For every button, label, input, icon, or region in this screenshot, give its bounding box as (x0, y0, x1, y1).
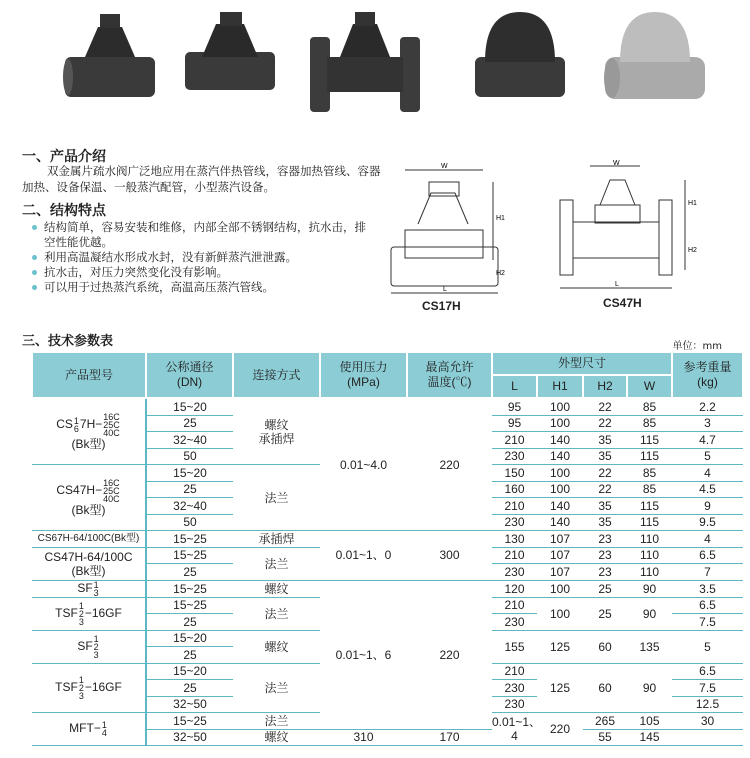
features-heading: 二、结构特点 (22, 203, 106, 219)
table-cell: 100 (537, 481, 583, 498)
model-cell (32, 597, 146, 630)
table-cell: 法兰 (233, 713, 320, 730)
table-cell: 7 (672, 564, 743, 581)
table-cell: 法兰 (233, 663, 320, 713)
model-cell (32, 580, 146, 597)
header-model: 产品型号 (32, 352, 146, 398)
table-cell: 310 (320, 729, 407, 746)
model-variant: 16C (103, 411, 120, 422)
header-temp-label: 最高允许 (425, 360, 474, 374)
model-name: MFT− (69, 721, 101, 736)
table-cell: 25 (146, 680, 233, 697)
model-variant: 1 (93, 633, 99, 644)
header-w: W (627, 375, 672, 398)
table-cell: 155 (492, 630, 537, 663)
table-cell: 230 (492, 514, 537, 531)
table-cell: 32~50 (146, 696, 233, 713)
table-cell: 135 (627, 630, 672, 663)
table-cell: 220 (407, 398, 492, 531)
model-variant: 6 (73, 423, 79, 434)
table-cell: 140 (537, 514, 583, 531)
header-pressure-label: 使用压力 (339, 360, 388, 374)
table-cell: 100 (537, 398, 583, 415)
table-cell: 5 (672, 448, 743, 465)
model-variant: 16C (103, 477, 120, 488)
dim-w: W (613, 160, 620, 167)
model-suffix: −16GF (84, 605, 122, 620)
table-cell: 螺纹 (233, 630, 320, 663)
table-cell: 15~25 (146, 531, 233, 548)
table-cell: 15~20 (146, 465, 233, 482)
table-cell: 承插焊 (233, 531, 320, 548)
table-row (32, 531, 743, 548)
table-cell: 107 (537, 547, 583, 564)
unit-label: 单位：mm (672, 341, 722, 352)
model-variant-stack (94, 581, 99, 597)
table-cell: 32~40 (146, 432, 233, 449)
model-variant: 2 (78, 682, 84, 693)
model-variant: 40C (103, 427, 120, 438)
table-cell: 107 (537, 531, 583, 548)
dim-w: W (441, 163, 448, 170)
model-type: (Bk型) (71, 436, 106, 451)
table-cell: 210 (492, 498, 537, 515)
table-cell: 4.7 (672, 432, 743, 449)
model-variant: 1 (78, 600, 84, 611)
features-list (30, 220, 375, 295)
table-cell: 130 (492, 531, 537, 548)
table-cell: 100 (537, 580, 583, 597)
product-photo-cs47h (305, 2, 425, 122)
table-cell: 9.5 (672, 514, 743, 531)
product-photo-cs17h (60, 2, 160, 122)
table-cell: 23 (583, 564, 627, 581)
table-cell: 95 (492, 398, 537, 415)
product-photo-stainless (600, 2, 710, 122)
table-cell: 0.01~1、6 (320, 580, 407, 729)
model-variant: 1 (93, 579, 99, 590)
table-cell: 85 (627, 465, 672, 482)
table-cell: 50 (146, 448, 233, 465)
table-cell: 110 (627, 547, 672, 564)
table-cell: 15~25 (146, 580, 233, 597)
table-cell: 4.5 (672, 481, 743, 498)
header-h2: H2 (583, 375, 627, 398)
table-cell: 2.2 (672, 398, 743, 415)
table-row (32, 398, 743, 415)
table-cell: 85 (627, 481, 672, 498)
table-cell: 100 (537, 415, 583, 432)
model-name: SF (77, 638, 93, 653)
header-temp (407, 352, 492, 398)
table-cell: 230 (492, 564, 537, 581)
feature-item: 利用高温凝结水形成水封，没有新鲜蒸汽泄泄露。 (30, 250, 375, 265)
table-cell: 115 (627, 514, 672, 531)
product-photo-sf (470, 2, 570, 122)
product-photo-cs67h (180, 2, 280, 122)
table-cell: 3 (672, 415, 743, 432)
header-dn (146, 352, 233, 398)
table-cell: 125 (537, 630, 583, 663)
model-variant-stack (79, 602, 84, 626)
table-cell: 100 (537, 465, 583, 482)
model-type: (Bk型) (71, 563, 106, 578)
table-cell: 50 (146, 514, 233, 531)
spec-table-body (32, 398, 743, 746)
model-variant-stack (102, 721, 107, 737)
model-variant: 1 (101, 720, 107, 730)
header-h1: H1 (537, 375, 583, 398)
model-name: SF (77, 580, 93, 595)
table-cell: 110 (627, 531, 672, 548)
table-cell: 4 (672, 465, 743, 482)
table-cell: 210 (492, 432, 537, 449)
table-cell: 107 (537, 564, 583, 581)
table-cell: 220 (407, 580, 492, 729)
table-cell: 210 (492, 547, 537, 564)
table-cell: 210 (492, 663, 537, 680)
table-cell: 25 (146, 564, 233, 581)
diagram-cs17h (383, 160, 518, 300)
table-cell: 85 (627, 398, 672, 415)
table-cell: 120 (492, 580, 537, 597)
table-cell: 125 (537, 663, 583, 713)
table-cell: 15~20 (146, 398, 233, 415)
model-name: CS47H-64/100C (44, 549, 133, 564)
table-cell: 6.5 (672, 547, 743, 564)
table-cell: 30 (672, 713, 743, 730)
model-type: (Bk型) (71, 502, 106, 517)
table-cell: 150 (492, 465, 537, 482)
table-cell: 22 (583, 415, 627, 432)
table-cell: 0.01~1、4 (492, 713, 537, 746)
table-cell: 60 (583, 663, 627, 713)
table-cell: 265 (583, 713, 627, 730)
table-cell: 230 (492, 614, 537, 631)
dim-l: L (615, 281, 619, 288)
table-cell: 110 (627, 564, 672, 581)
table-cell: 25 (583, 580, 627, 597)
table-cell: 9 (672, 498, 743, 515)
table-cell: 95 (492, 415, 537, 432)
header-pressure-unit: (MPa) (347, 375, 380, 389)
header-weight-unit: (kg) (697, 375, 718, 389)
table-cell: 90 (627, 597, 672, 630)
table-cell: 90 (627, 580, 672, 597)
table-cell: 23 (583, 531, 627, 548)
table-cell: 6.5 (672, 597, 743, 614)
dim-h1: H1 (688, 200, 697, 207)
table-cell: 12.5 (672, 696, 743, 713)
dim-h2: H2 (496, 270, 505, 277)
model-variant: 3 (93, 587, 99, 598)
table-cell: 25 (146, 415, 233, 432)
table-cell: 15~20 (146, 630, 233, 647)
diagram-cs47h (555, 160, 695, 295)
table-cell: 230 (492, 680, 537, 697)
table-cell: 15~25 (146, 713, 233, 730)
dim-h2: H2 (688, 247, 697, 254)
model-name: TSF (55, 605, 78, 620)
diagram-label-cs17h: CS17H (422, 299, 461, 313)
model-variant-stack (79, 676, 84, 700)
table-cell: 35 (583, 514, 627, 531)
table-heading: 三、技术参数表 (22, 334, 114, 349)
table-cell: 6.5 (672, 663, 743, 680)
table-cell: 5 (672, 630, 743, 663)
spec-table (31, 351, 743, 746)
model-variant: 3 (78, 616, 84, 627)
model-name: CS47H− (56, 482, 103, 497)
table-cell: 25 (583, 597, 627, 630)
table-cell: 法兰 (233, 465, 320, 531)
table-cell: 23 (583, 547, 627, 564)
table-cell: 90 (627, 663, 672, 713)
model-name: CS (56, 416, 73, 431)
model-cell (32, 531, 146, 548)
table-cell: 15~25 (146, 597, 233, 614)
table-cell: 螺纹 承插焊 (233, 398, 320, 465)
table-cell: 230 (492, 448, 537, 465)
header-temp-unit: 温度(℃) (427, 375, 472, 389)
table-cell: 25 (146, 614, 233, 631)
header-weight-label: 参考重量 (683, 360, 732, 374)
table-cell: 15~20 (146, 663, 233, 680)
table-cell: 螺纹 (233, 729, 320, 746)
model-cell (32, 547, 146, 580)
model-cell (32, 713, 146, 746)
intro-text: 双金属片疏水阀广泛地应用在蒸汽伴热管线，容器加热管线、容器加热、设备保温、一般蒸汽配管，小型蒸汽设备。 (22, 164, 381, 194)
table-cell: 25 (146, 481, 233, 498)
table-cell: 300 (407, 531, 492, 581)
dim-l: L (443, 286, 447, 293)
model-name: TSF (55, 679, 78, 694)
table-cell: 145 (627, 729, 672, 746)
table-cell: 35 (583, 432, 627, 449)
model-variant: 25C (103, 419, 120, 430)
model-name: CS67H-64/100C(Bk型) (37, 532, 140, 544)
model-variant-stack (74, 417, 79, 433)
table-cell: 7.5 (672, 680, 743, 697)
model-variant: 25C (103, 485, 120, 496)
table-cell: 140 (537, 432, 583, 449)
table-cell: 105 (627, 713, 672, 730)
intro-heading: 一、产品介绍 (22, 149, 106, 165)
product-photos (0, 0, 750, 135)
table-cell: 85 (627, 415, 672, 432)
table-cell: 100 (537, 597, 583, 630)
feature-item: 抗水击，对压力突然变化没有影响。 (30, 265, 375, 280)
table-cell: 32~50 (146, 729, 233, 746)
table-cell: 140 (537, 498, 583, 515)
table-cell: 35 (583, 448, 627, 465)
table-cell: 170 (407, 729, 492, 746)
table-cell: 15~25 (146, 547, 233, 564)
header-connection: 连接方式 (233, 352, 320, 398)
header-dn-label: 公称通径 (165, 360, 214, 374)
header-l: L (492, 375, 537, 398)
table-cell: 210 (492, 597, 537, 614)
model-variant: 3 (78, 690, 84, 701)
model-cell (32, 663, 146, 713)
model-variant: 1 (73, 415, 79, 426)
model-variant: 2 (78, 608, 84, 619)
model-suffix: −16GF (84, 679, 122, 694)
table-cell: 法兰 (233, 547, 320, 580)
table-cell: 7.5 (672, 614, 743, 631)
model-variant-stack (103, 413, 120, 437)
model-variant-stack (103, 479, 120, 503)
model-variant: 3 (93, 649, 99, 660)
table-cell: 160 (492, 481, 537, 498)
table-cell: 0.01~1、0 (320, 531, 407, 581)
model-suffix: 7H− (79, 416, 103, 431)
table-cell: 0.01~4.0 (320, 398, 407, 531)
header-dn-unit: (DN) (176, 375, 203, 389)
diagram-label-cs47h: CS47H (603, 296, 642, 310)
table-cell: 140 (537, 448, 583, 465)
table-cell: 4 (672, 531, 743, 548)
header-pressure (320, 352, 407, 398)
model-variant: 40C (103, 493, 120, 504)
dim-h1: H1 (496, 215, 505, 222)
model-variant: 1 (78, 674, 84, 685)
table-cell: 螺纹 (233, 580, 320, 597)
table-cell: 60 (583, 630, 627, 663)
table-cell: 55 (583, 729, 627, 746)
table-cell: 230 (492, 696, 537, 713)
table-cell: 25 (146, 647, 233, 664)
table-cell: 22 (583, 398, 627, 415)
table-cell: 3.5 (672, 580, 743, 597)
table-cell (672, 729, 743, 746)
table-cell: 115 (627, 448, 672, 465)
table-cell: 220 (537, 713, 583, 746)
header-weight (672, 352, 743, 398)
model-variant: 2 (93, 641, 99, 652)
model-cell (32, 630, 146, 663)
model-cell (32, 398, 146, 465)
table-cell: 22 (583, 481, 627, 498)
model-cell (32, 465, 146, 531)
feature-item: 结构简单，容易安装和维修，内部全部不锈钢结构，抗水击，排空性能优越。 (30, 220, 375, 250)
table-cell: 35 (583, 498, 627, 515)
header-dimensions: 外型尺寸 (492, 352, 672, 375)
table-cell: 115 (627, 432, 672, 449)
table-row (32, 580, 743, 597)
table-cell: 32~40 (146, 498, 233, 515)
table-cell: 法兰 (233, 597, 320, 630)
feature-item: 可以用于过热蒸汽系统，高温高压蒸汽管线。 (30, 280, 375, 295)
model-variant: 4 (101, 728, 107, 738)
table-cell: 22 (583, 465, 627, 482)
table-cell: 115 (627, 498, 672, 515)
model-variant-stack (94, 635, 99, 659)
